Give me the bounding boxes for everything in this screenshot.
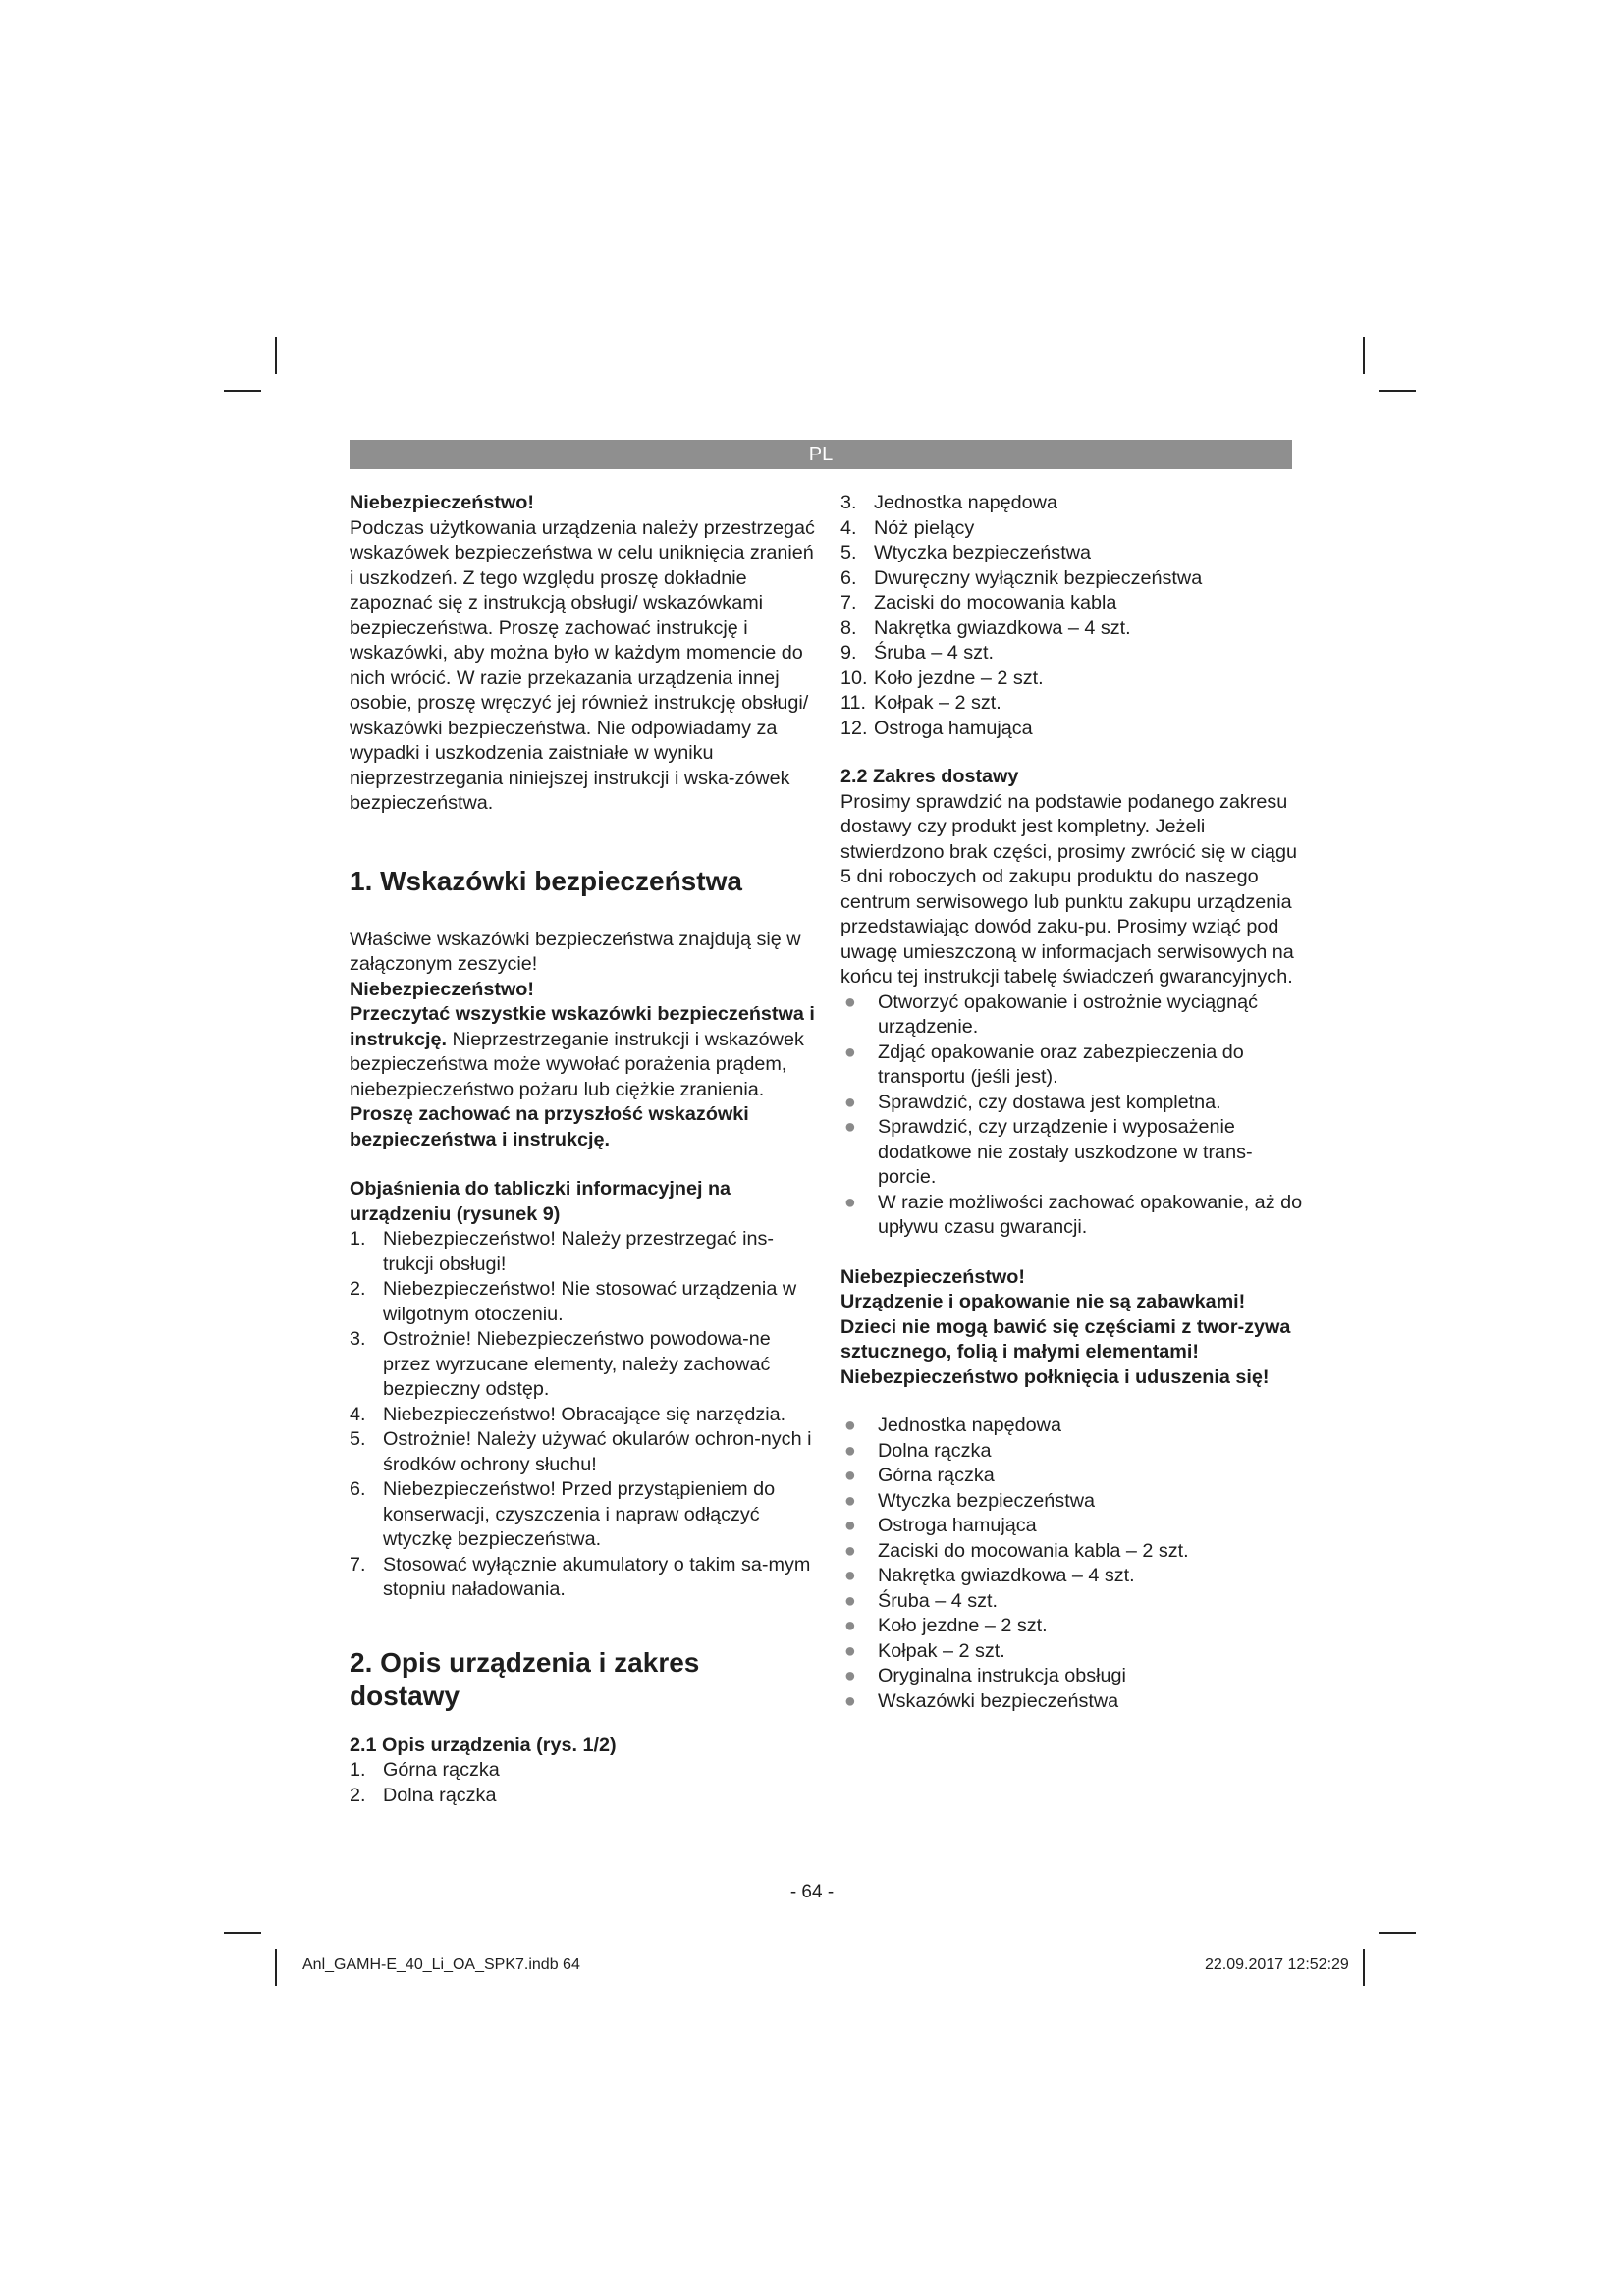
list-item: ● W razie możliwości zachować opakowanie, aż do upływu czasu gwarancji. [844,1191,1303,1238]
bullet-icon: ● [844,1116,856,1138]
crop-mark [1379,390,1416,392]
rating-plate-list [350,1227,815,1603]
section-1-warning: Niebezpieczeństwo! [350,978,534,1000]
bullet-icon: ● [844,1191,856,1213]
section-2-title: 2. Opis urządzenia i zakres dostawy [350,1646,700,1711]
list-item: ● Kołpak – 2 szt. [840,1639,1306,1665]
list-item: ● Oryginalna instrukcja obsługi [840,1664,1306,1689]
list-item: 3. Jednostka napędowa [840,492,1057,513]
bullet-icon: ● [844,990,856,1013]
bullet-icon: ● [844,1465,856,1486]
keep-instructions-bold: Proszę zachować na przyszłość wskazówki bezpieczeństwa i instrukcję. [350,1103,749,1150]
list-item: 8. Nakrętka gwiazdkowa – 4 szt. [840,616,1131,639]
list-item: 5. Wtyczka bezpieczeństwa [840,542,1091,563]
right-column [840,491,1306,1714]
intro-text: Podczas użytkowania urządzenia należy przestrzegać wskazówek bezpieczeństwa w celu uniknięcia zranień i uszkodzeń. Z tego względu proszę dokładnie zapoznać się z instrukcją obsługi/ wskazówkami bezpieczeństwa. Proszę zachować instrukcję i wskazówki, aby można było w każdym momencie do nich wrócić. W razie przekazania urządzenia innej osobie, proszę wręczyć jej również instrukcję obsługi/ wskazówki bezpieczeństwa. Nie odpowiadamy za wypadki i uszkodzenia zaistniałe w wyniku nieprzestrzegania niniejszej instrukcji i wska-zówek bezpieczeństwa. [350,516,815,814]
bullet-icon: ● [844,1689,856,1712]
device-parts-list-continued [840,491,1306,741]
list-item: ● Ostroga hamująca [840,1514,1306,1539]
footer-timestamp: 22.09.2017 12:52:29 [1205,1956,1349,1973]
crop-mark [224,1932,261,1934]
crop-mark [224,390,261,392]
list-item: 10. Koło jezdne – 2 szt. [840,667,1044,689]
section-1-text: Właściwe wskazówki bezpieczeństwa znajdują się w załączonym zeszycie! [350,928,801,975]
list-item: ● Śruba – 4 szt. [840,1589,1306,1615]
list-item: 4. Nóż pielący [840,516,975,539]
language-label: PL [808,444,834,465]
list-item: 6. Niebezpieczeństwo! Przed przystąpieniem do konserwacji, czyszczenia i napraw odłączyć wtyczkę bezpieczeństwa. [350,1478,776,1550]
list-item: ● Koło jezdne – 2 szt. [840,1614,1306,1639]
warning-2-text: Urządzenie i opakowanie nie są zabawkami! Dzieci nie mogą bawić się częściami z twor-zywa sztucznego, folią i małymi elementami! Niebezpieczeństwo połknięcia i uduszenia się! [840,1291,1291,1388]
list-item: ● Otworzyć opakowanie i ostrożnie wyciągnąć urządzenie. [844,990,1259,1038]
list-item: ● Sprawdzić, czy urządzenie i wyposażenie dodatkowe nie zostały uszkodzone w trans-porcie. [844,1116,1253,1188]
list-item: 2. Dolna rączka [350,1784,497,1806]
list-item: 7. Stosować wyłącznie akumulatory o takim sa-mym stopniu naładowania. [350,1553,811,1600]
delivery-contents-list [840,1414,1306,1714]
rating-plate-title [350,1177,815,1227]
list-item: ● Jednostka napędowa [840,1414,1306,1439]
rating-plate-title-text: Objaśnienia do tabliczki informacyjnej na urządzeniu (rysunek 9) [350,1178,731,1225]
section-1-title: 1. Wskazówki bezpieczeństwa [350,865,742,896]
list-item: 2. Niebezpieczeństwo! Nie stosować urządzenia w wilgotnym otoczeniu. [350,1278,797,1325]
list-item: 1. Niebezpieczeństwo! Należy przestrzegać ins-trukcji obsługi! [350,1228,774,1275]
footer-filename: Anl_GAMH-E_40_Li_OA_SPK7.indb 64 [302,1956,580,1973]
bullet-icon: ● [844,1041,856,1063]
list-item: 5. Ostrożnie! Należy używać okularów ochron-nych i środków ochrony słuchu! [350,1428,812,1475]
list-item: 4. Niebezpieczeństwo! Obracające się narzędzia. [350,1403,786,1425]
bullet-icon: ● [844,1615,856,1636]
list-item: 7. Zaciski do mocowania kabla [840,592,1117,614]
list-item: ● Sprawdzić, czy dostawa jest kompletna. [840,1091,1306,1116]
list-item: 6. Dwuręczny wyłącznik bezpieczeństwa [840,566,1203,589]
list-item: 9. Śruba – 4 szt. [840,642,995,664]
list-item: ● Zaciski do mocowania kabla – 2 szt. [840,1539,1306,1565]
bullet-icon: ● [844,1515,856,1536]
list-item: ● Wtyczka bezpieczeństwa [840,1489,1306,1515]
page-number: - 64 - [789,1882,835,1902]
list-item: ● Dolna rączka [840,1439,1306,1465]
crop-mark [1363,1949,1365,1986]
bullet-icon: ● [844,1589,856,1612]
list-item: 12. Ostroga hamująca [840,717,1033,739]
bullet-icon: ● [844,1539,856,1562]
non-compliance-text: Nieprzestrzeganie instrukcji i wskazówek bezpieczeństwa może wywołać porażenia prądem, niebezpieczeństwo pożaru lub ciężkie zranienia. [350,1028,804,1100]
list-item: 1. Górna rączka [350,1759,500,1781]
language-header-bar [350,440,1292,469]
bullet-icon: ● [844,1439,856,1462]
device-parts-list [350,1758,815,1808]
crop-mark [275,1949,277,1986]
left-column [350,491,815,1808]
crop-mark [1363,337,1365,374]
unpacking-steps-list [840,990,1306,1241]
section-2-2-title: 2.2 Zakres dostawy [840,766,1019,787]
bullet-icon: ● [844,1665,856,1686]
list-item: ● Górna rączka [840,1464,1306,1489]
section-2-1-title: 2.1 Opis urządzenia (rys. 1/2) [350,1734,617,1756]
bullet-icon: ● [844,1091,856,1113]
crop-mark [275,337,277,374]
list-item: 11. Kołpak – 2 szt. [840,692,1001,714]
read-instructions-bold: Przeczytać wszystkie wskazówki bezpieczeństwa i instrukcję. [350,1003,815,1050]
list-item: 3. Ostrożnie! Niebezpieczeństwo powodowa-ne przez wyrzucane elementy, należy zachować bezpieczny odstęp. [350,1328,771,1400]
bullet-icon: ● [844,1565,856,1586]
crop-mark [1379,1932,1416,1934]
bullet-icon: ● [844,1489,856,1512]
list-item: ● Zdjąć opakowanie oraz zabezpieczenia do transportu (jeśli jest). [844,1041,1244,1088]
bullet-icon: ● [844,1415,856,1436]
list-item: ● Nakrętka gwiazdkowa – 4 szt. [840,1564,1306,1589]
section-2-2-text: Prosimy sprawdzić na podstawie podanego zakresu dostawy czy produkt jest kompletny. Jeżeli stwierdzono brak części, prosimy zwrócić się w ciągu 5 dni roboczych od zakupu produktu do naszego centrum serwisowego lub punktu zakupu urządzenia przedstawiając dowód zaku-pu. Prosimy wziąć pod uwagę umieszczoną w informacjach serwisowych na końcu tej instrukcji tabelę świadczeń gwarancyjnych. [840,790,1298,988]
list-item: ● Wskazówki bezpieczeństwa [840,1689,1306,1715]
bullet-icon: ● [844,1639,856,1662]
warning-title: Niebezpieczeństwo! [350,492,534,513]
warning-2-title: Niebezpieczeństwo! [840,1265,1025,1288]
section-1-paragraph [350,1002,815,1152]
